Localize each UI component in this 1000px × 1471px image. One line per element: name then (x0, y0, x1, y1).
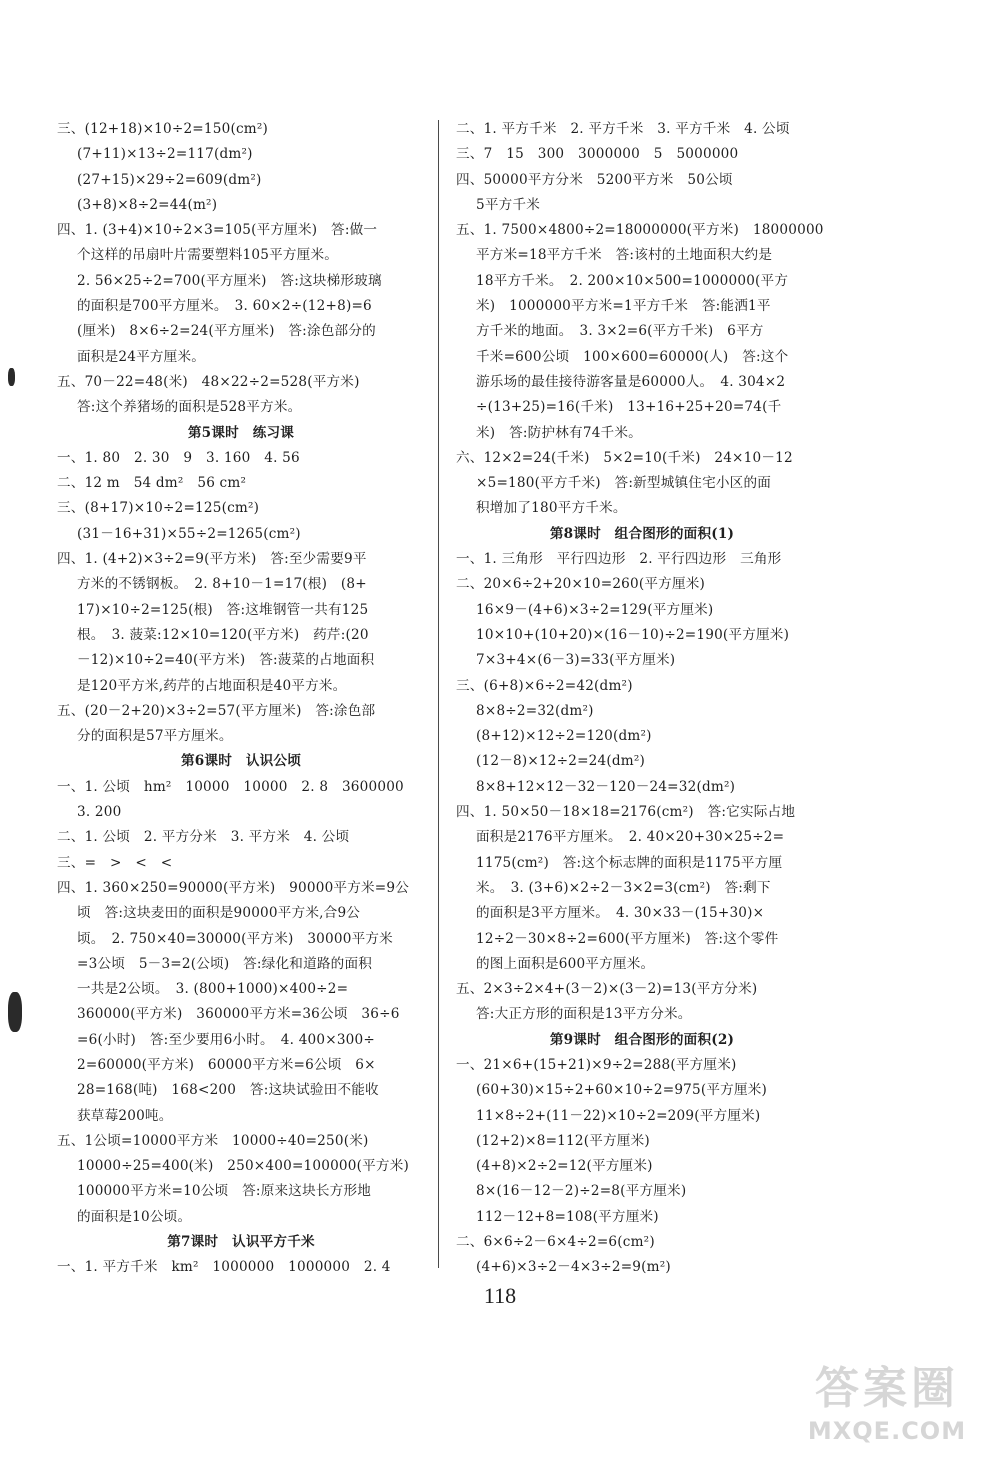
answer-line: 一、21×6+(15+21)×9÷2=288(平方厘米) (456, 1056, 737, 1073)
watermark-logo-text: 答案圈 (815, 1363, 959, 1414)
answer-line: 二、20×6÷2+20×10=260(平方厘米) (456, 576, 706, 593)
answer-line: 积增加了180平方千米。 (476, 500, 627, 517)
answer-line: 2=60000(平方米) 60000平方米=6公顷 6× (77, 1056, 376, 1073)
answer-line: ×5=180(平方千米) 答:新型城镇住宅小区的面 (476, 475, 772, 492)
answer-line: (厘米) 8×6÷2=24(平方厘米) 答:涂色部分的 (77, 323, 376, 340)
watermark-domain: MXQE.COM (807, 1417, 967, 1445)
answer-line: 千米=600公顷 100×600=60000(人) 答:这个 (476, 348, 789, 365)
answer-line: (4+6)×3÷2－4×3÷2=9(m²) (476, 1259, 671, 1276)
answer-line: 三、= > < < (57, 854, 173, 871)
left-column (57, 117, 425, 1281)
answer-line: ÷(13+25)=16(千米) 13+16+25+20=74(千 (476, 399, 782, 416)
answer-line: 12÷2－30×8÷2=600(平方厘米) 答:这个零件 (476, 930, 779, 947)
right-column (456, 117, 828, 1281)
answer-line: 8×(16－12－2)÷2=8(平方厘米) (476, 1183, 687, 1200)
answer-line: (60+30)×15÷2+60×10÷2=975(平方厘米) (476, 1082, 768, 1099)
answer-line: 1175(cm²) 答:这个标志牌的面积是1175平方厘 (476, 854, 783, 871)
answer-line: 四、1. (4+2)×3÷2=9(平方米) 答:至少需要9平 (57, 551, 367, 568)
answer-line: (27+15)×29÷2=609(dm²) (77, 171, 262, 188)
answer-line: 17)×10÷2=125(根) 答:这堆钢管一共有125 (77, 601, 369, 618)
answer-line: 7×3+4×(6－3)=33(平方厘米) (476, 652, 676, 669)
answer-line: 的面积是700平方厘米。 3. 60×2÷(12+8)=6 (77, 298, 372, 315)
answer-line: 二、6×6÷2－6×4÷2=6(cm²) (456, 1234, 655, 1251)
answer-line: 2. 56×25÷2=700(平方厘米) 答:这块梯形玻璃 (77, 272, 382, 289)
answer-line: 8×8+12×12－32－120－24=32(dm²) (476, 778, 736, 795)
answer-line: 方千米的地面。 3. 3×2=6(平方千米) 6平方 (476, 323, 764, 340)
answer-line: 一、1. 三角形 平行四边形 2. 平行四边形 三角形 (456, 551, 782, 568)
answer-line: 五、1公顷=10000平方米 10000÷40=250(米) (57, 1132, 369, 1149)
answer-line: 二、1. 公顷 2. 平方分米 3. 平方米 4. 公顷 (57, 829, 350, 846)
answer-line: 游乐场的最佳接待游客量是60000人。 4. 304×2 (476, 373, 786, 390)
answer-line: (3+8)×8÷2=44(m²) (77, 196, 218, 213)
answer-line: 五、2×3÷2×4+(3－2)×(3－2)=13(平方分米) (456, 981, 758, 998)
answer-line: 10000÷25=400(米) 250×400=100000(平方米) (77, 1158, 410, 1175)
answer-line: =3公顷 5－3=2(公顷) 答:绿化和道路的面积 (77, 955, 373, 972)
answer-line: 的面积是3平方厘米。 4. 30×33－(15+30)× (476, 905, 765, 922)
answer-line: 一、1. 公顷 hm² 10000 10000 2. 8 3600000 (57, 778, 404, 795)
answer-line: =6(小时) 答:至少要用6小时。 4. 400×300÷ (77, 1031, 375, 1048)
section-heading: 第6课时 认识公顷 (180, 753, 301, 770)
answer-line: 8×8÷2=32(dm²) (476, 702, 594, 719)
answer-line: (12－8)×12÷2=24(dm²) (476, 753, 646, 770)
scan-smudge (8, 368, 15, 386)
answer-line: 五、(20－2+20)×3÷2=57(平方厘米) 答:涂色部 (57, 702, 376, 719)
answer-line: 112－12+8=108(平方厘米) (476, 1208, 659, 1225)
answer-line: (12+2)×8=112(平方厘米) (476, 1132, 650, 1149)
section-heading: 第9课时 组合图形的面积(2) (549, 1031, 735, 1048)
answer-line: 100000平方米=10公顷 答:原来这块长方形地 (77, 1183, 372, 1200)
answer-line: 答:大正方形的面积是13平方分米。 (476, 1006, 692, 1023)
section-heading: 第5课时 练习课 (187, 424, 295, 441)
answer-line: 面积是24平方厘米。 (77, 348, 206, 365)
answer-line: 三、(12+18)×10÷2=150(cm²) (57, 121, 269, 137)
answer-line: 五、1. 7500×4800÷2=18000000(平方米) 18000000 (456, 222, 824, 239)
answer-line: 360000(平方米) 360000平方米=36公顷 36÷6 (77, 1006, 400, 1023)
answer-line: (4+8)×2÷2=12(平方厘米) (476, 1158, 653, 1175)
column-divider (438, 120, 439, 1268)
answer-line: －12)×10÷2=40(平方米) 答:菠菜的占地面积 (77, 652, 375, 669)
answer-line: 16×9－(4+6)×3÷2=129(平方厘米) (476, 601, 714, 618)
answer-line: 三、7 15 300 3000000 5 5000000 (456, 146, 739, 163)
page-number: 118 (483, 1283, 517, 1308)
answer-line: 五、70－22=48(米) 48×22÷2=528(平方米) (57, 373, 360, 390)
answer-line: 答:这个养猪场的面积是528平方米。 (77, 399, 302, 416)
answer-line: 三、(8+17)×10÷2=125(cm²) (57, 500, 260, 517)
answer-line: (7+11)×13÷2=117(dm²) (77, 146, 253, 163)
answer-line: 四、1. 360×250=90000(平方米) 90000平方米=9公 (57, 879, 410, 896)
answer-line: 一共是2公顷。 3. (800+1000)×400÷2= (77, 981, 349, 998)
answer-line: 四、50000平方分米 5200平方米 50公顷 (456, 171, 733, 188)
answer-line: 根。 3. 菠菜:12×10=120(平方米) 药芹:(20 (77, 626, 369, 643)
watermark-logo (792, 1362, 982, 1462)
answer-line: 获草莓200吨。 (77, 1107, 173, 1124)
answer-line: 米。 3. (3+6)×2÷2－3×2=3(cm²) 答:剩下 (476, 879, 771, 896)
answer-line: 面积是2176平方厘米。 2. 40×20+30×25÷2= (476, 829, 785, 846)
answer-line: 个这样的吊扇叶片需要塑料105平方厘米。 (77, 247, 339, 264)
answer-line: 方米的不锈钢板。 2. 8+10－1=17(根) (8+ (77, 576, 367, 593)
answer-line: 是120平方米,药芹的占地面积是40平方米。 (77, 677, 347, 694)
answer-line: 二、12 m 54 dm² 56 cm² (57, 475, 247, 492)
answer-line: 四、1. 50×50－18×18=2176(cm²) 答:它实际占地 (456, 804, 796, 821)
answer-line: 5平方千米 (476, 196, 541, 213)
answer-line: 28=168(吨) 168<200 答:这块试验田不能收 (77, 1082, 379, 1099)
answer-line: 平方米=18平方千米 答:该村的土地面积大约是 (476, 247, 773, 264)
answer-line: 四、1. (3+4)×10÷2×3=105(平方厘米) 答:做一 (57, 222, 378, 239)
answer-line: 三、(6+8)×6÷2=42(dm²) (456, 677, 633, 694)
section-heading: 第8课时 组合图形的面积(1) (549, 525, 735, 542)
answer-line: 一、1. 平方千米 km² 1000000 1000000 2. 4 (57, 1259, 391, 1276)
answer-line: 顷。 2. 750×40=30000(平方米) 30000平方米 (77, 930, 393, 947)
answer-line: 分的面积是57平方厘米。 (77, 728, 233, 745)
answer-line: 二、1. 平方千米 2. 平方千米 3. 平方千米 4. 公顷 (456, 121, 790, 137)
section-heading: 第7课时 认识平方千米 (167, 1234, 315, 1251)
answer-line: 米) 1000000平方米=1平方千米 答:能洒1平 (476, 298, 771, 315)
answer-line: (8+12)×12÷2=120(dm²) (476, 728, 652, 745)
answer-line: 11×8÷2+(11－22)×10÷2=209(平方厘米) (476, 1107, 761, 1124)
scan-smudge (8, 992, 22, 1032)
answer-line: 一、1. 80 2. 30 9 3. 160 4. 56 (57, 449, 300, 466)
answer-line: 3. 200 (77, 804, 122, 821)
answer-line: 的面积是10公顷。 (77, 1208, 192, 1225)
answer-line: 六、12×2=24(千米) 5×2=10(千米) 24×10－12 (456, 449, 793, 466)
answer-line: 顷 答:这块麦田的面积是90000平方米,合9公 (77, 905, 361, 922)
answer-line: 米) 答:防护林有74千米。 (476, 424, 642, 441)
answer-line: 10×10+(10+20)×(16－10)÷2=190(平方厘米) (476, 626, 790, 643)
answer-line: 18平方千米。 2. 200×10×500=1000000(平方 (476, 272, 789, 289)
answer-line: (31－16+31)×55÷2=1265(cm²) (77, 525, 301, 542)
answer-line: 的图上面积是600平方厘米。 (476, 955, 655, 972)
